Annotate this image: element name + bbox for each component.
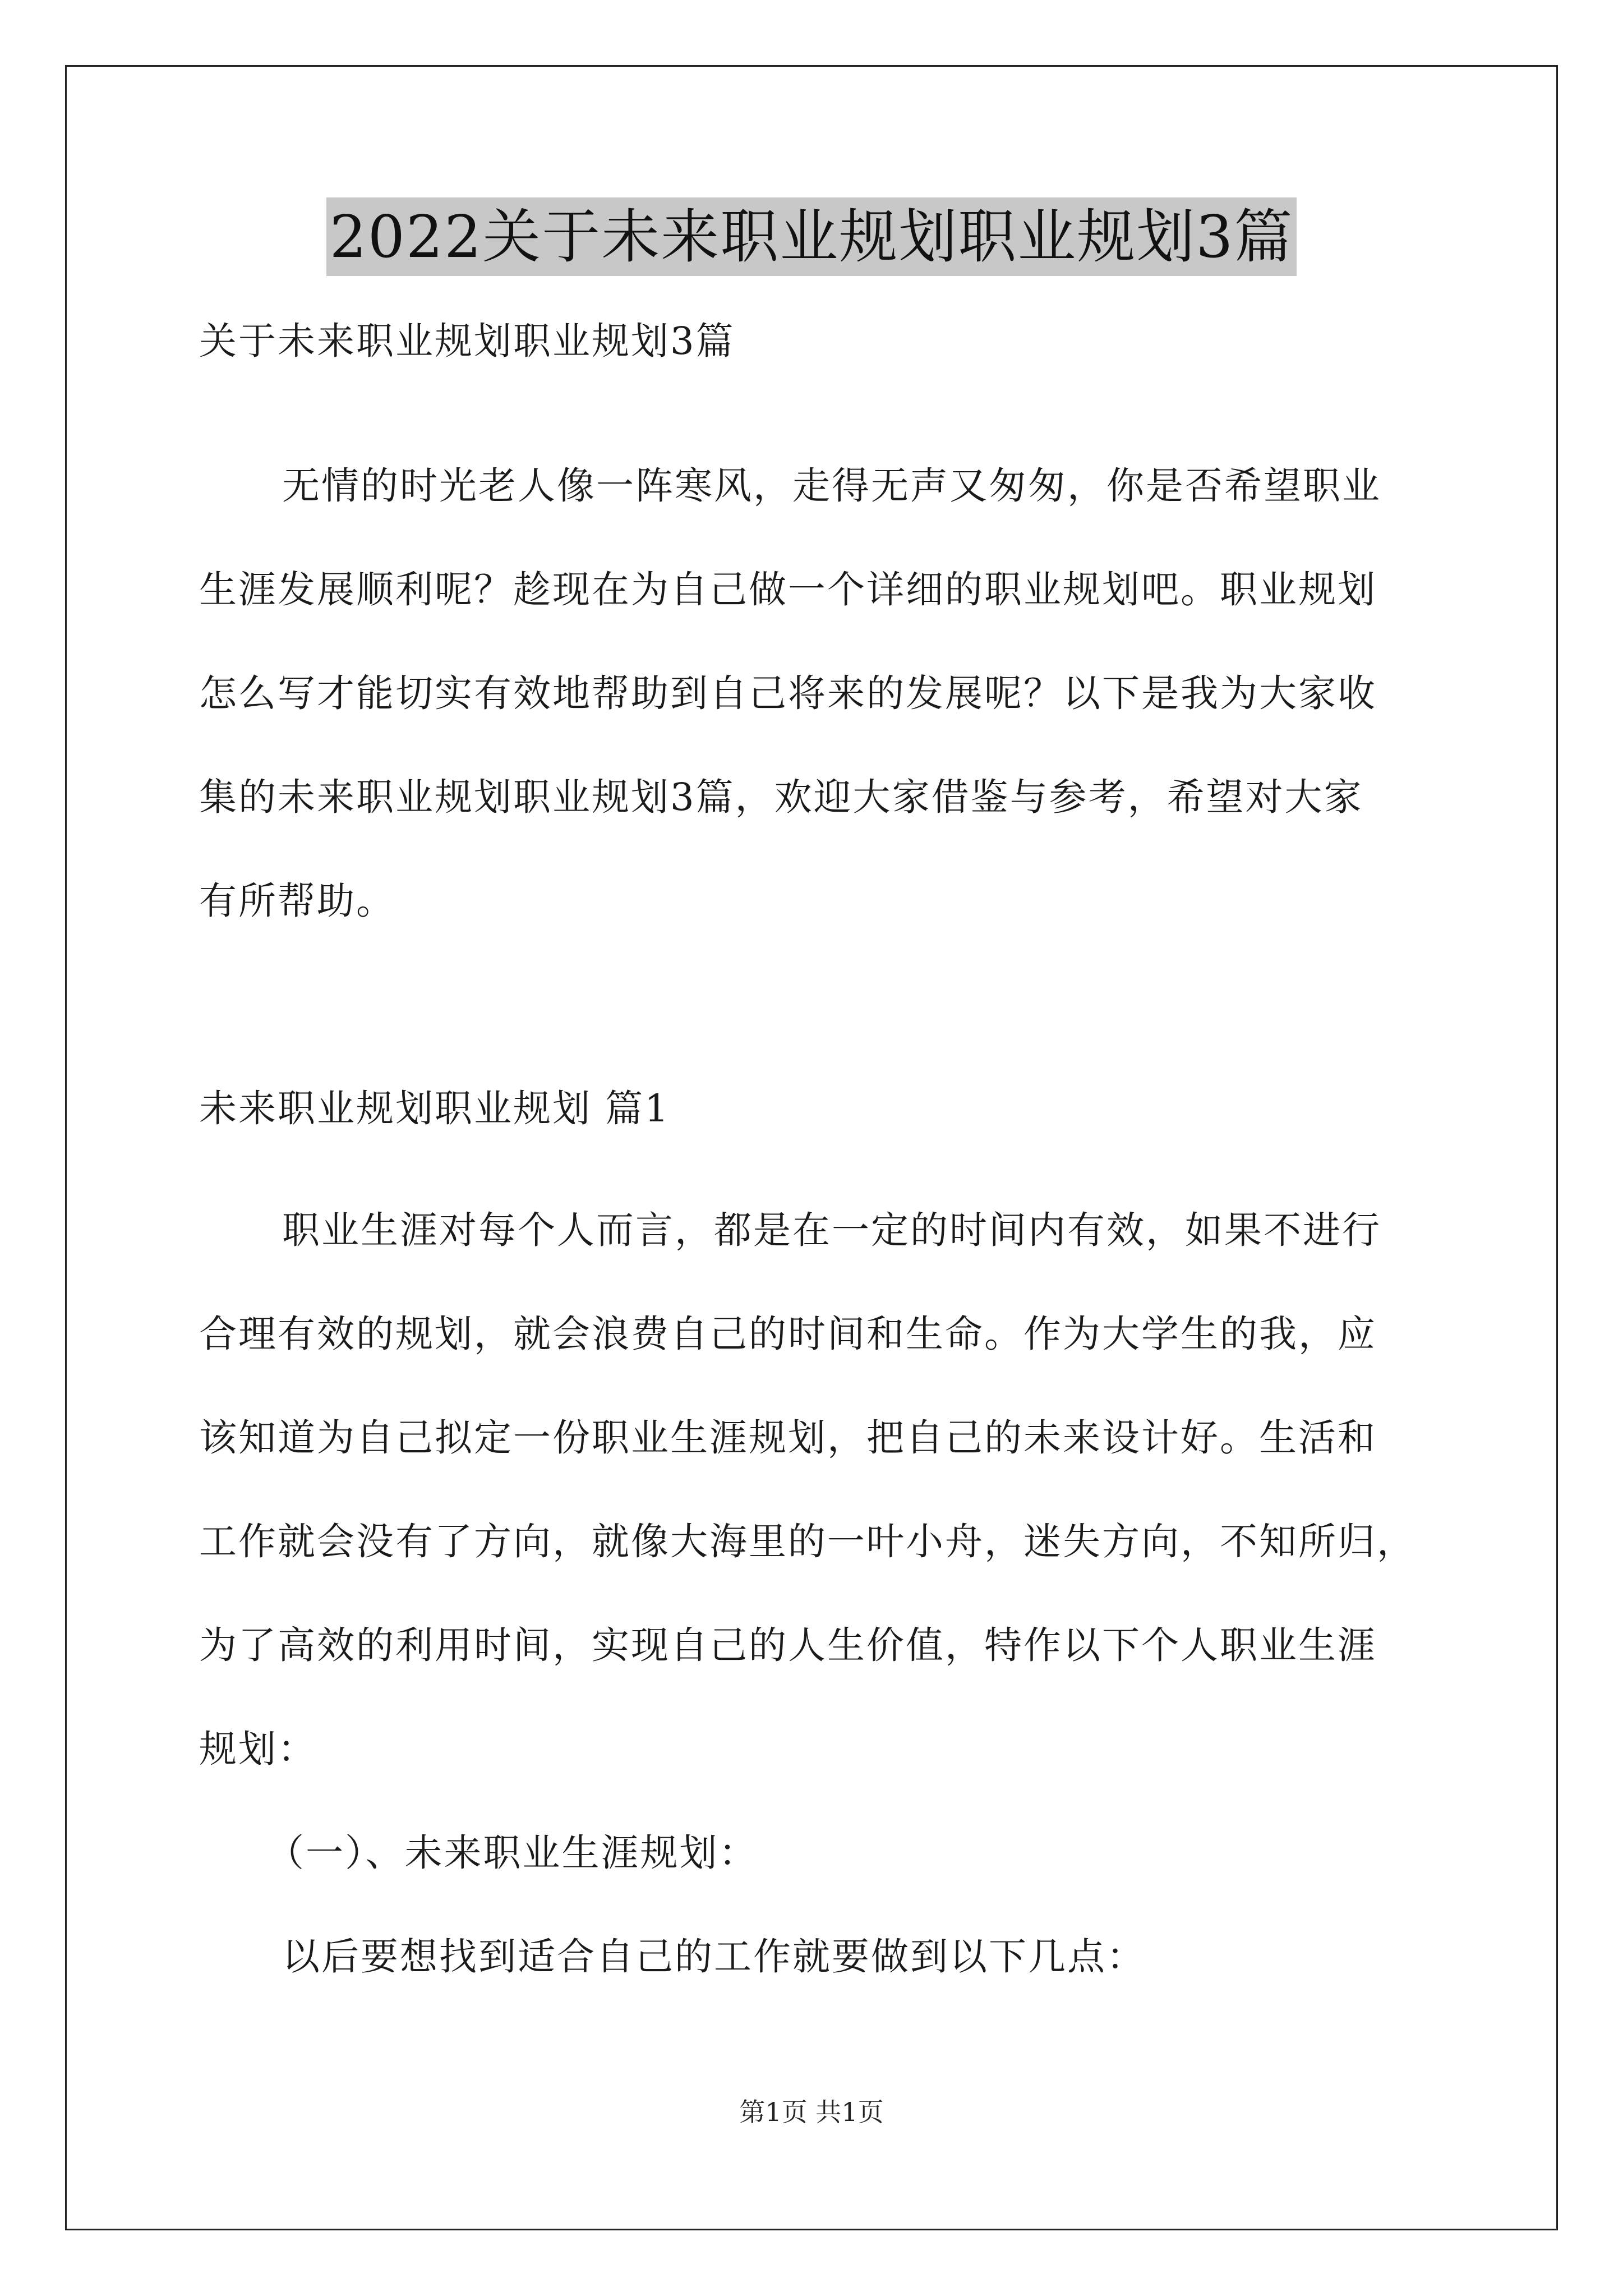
body-line: 规划： xyxy=(199,1727,317,1771)
last-line: 以后要想找到适合自己的工作就要做到以下几点： xyxy=(282,1935,1146,1978)
intro-line: 怎么写才能切实有效地帮助到自己将来的发展呢？以下是我为大家收 xyxy=(199,671,1377,715)
document-subtitle: 关于未来职业规划职业规划3篇 xyxy=(199,319,735,363)
intro-line: 生涯发展顺利呢？趁现在为自己做一个详细的职业规划吧。职业规划 xyxy=(199,568,1377,611)
body-line: 该知道为自己拟定一份职业生涯规划，把自己的未来设计好。生活和 xyxy=(199,1416,1377,1460)
title-container xyxy=(0,197,1623,276)
intro-line: 集的未来职业规划职业规划3篇，欢迎大家借鉴与参考，希望对大家 xyxy=(199,775,1363,819)
intro-line: 有所帮助。 xyxy=(199,879,395,923)
intro-line: 无情的时光老人像一阵寒风，走得无声又匆匆，你是否希望职业 xyxy=(282,464,1381,508)
body-line: 为了高效的利用时间，实现自己的人生价值，特作以下个人职业生涯 xyxy=(199,1623,1377,1667)
subheading: （一）、未来职业生涯规划： xyxy=(266,1831,758,1875)
body-line: 职业生涯对每个人而言，都是在一定的时间内有效，如果不进行 xyxy=(282,1208,1381,1252)
page-border xyxy=(65,65,1558,2230)
page-footer: 第1页 共1页 xyxy=(739,2097,884,2127)
section-heading: 未来职业规划职业规划 篇1 xyxy=(199,1087,670,1130)
document-title: 2022关于未来职业规划职业规划3篇 xyxy=(326,197,1297,276)
body-line: 工作就会没有了方向，就像大海里的一叶小舟，迷失方向，不知所归， xyxy=(199,1520,1416,1563)
body-line: 合理有效的规划，就会浪费自己的时间和生命。作为大学生的我，应 xyxy=(199,1312,1377,1356)
